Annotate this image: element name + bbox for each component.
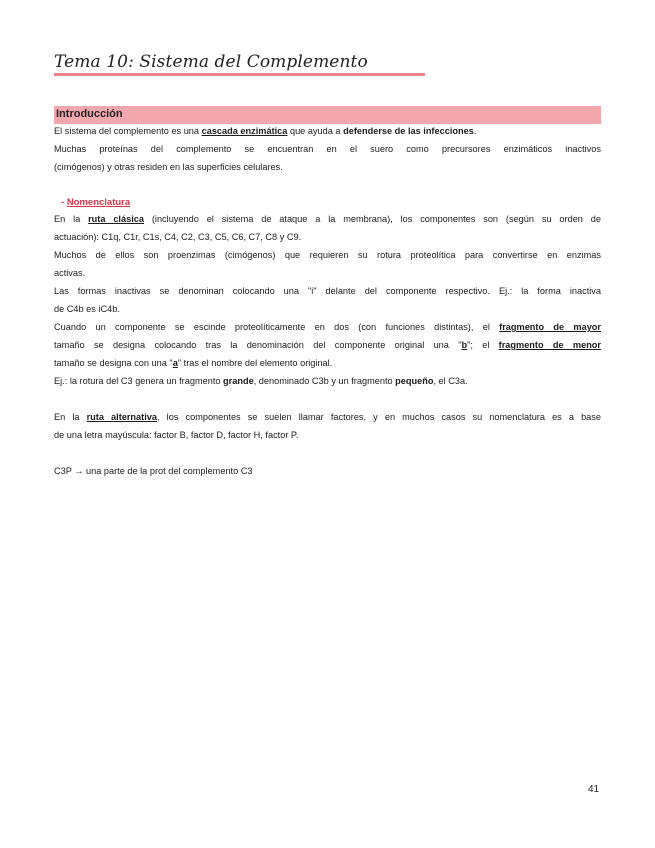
section-heading: Introducción [56, 108, 123, 120]
intro-paragraph-2-line-1: Muchas proteínas del complemento se encuentran en el suero como precursores enzimáticos inactivos [54, 144, 601, 154]
text: tamaño se designa con una " [54, 358, 173, 368]
term-ruta-alternativa: ruta alternativa [86, 412, 157, 422]
term-fragmento-menor: fragmento de menor [498, 340, 601, 350]
nomenclatura-line-4: activas. [54, 268, 86, 278]
alternativa-line-2: de una letra mayúscula: factor B, factor D, factor H, factor P. [54, 430, 299, 440]
nomenclatura-line-6: de C4b es iC4b. [54, 304, 120, 314]
text: , el C3a. [433, 376, 468, 386]
term-ruta-clasica: ruta clásica [88, 214, 144, 224]
nomenclatura-line-3: Muchos de ellos son proenzimas (cimógenos) que requieren su rotura proteolítica para convertirse en enzimas [54, 250, 601, 260]
page-title: Tema 10: Sistema del Complemento [54, 52, 368, 72]
text: En la [54, 214, 89, 224]
text: En la [54, 412, 87, 422]
term-fragmento-mayor: fragmento de mayor [499, 322, 601, 332]
nomenclatura-line-1 [54, 210, 601, 228]
letter-a: a [172, 358, 178, 368]
text: " tras el nombre del elemento original. [177, 358, 333, 368]
page-number: 41 [588, 784, 600, 795]
alternativa-line-1 [54, 408, 601, 426]
intro-text: . [473, 126, 477, 136]
intro-text: El sistema del complemento es una [54, 126, 202, 136]
text: "; el [467, 340, 499, 350]
text: Cuando un componente se escinde proteolíticamente en dos (con funciones distintas), el [54, 322, 500, 332]
subsection-label: Nomenclatura [66, 197, 131, 208]
nomenclatura-line-8 [54, 336, 601, 354]
text: (incluyendo el sistema de ataque a la membrana), los componentes son (según su orden de [143, 214, 601, 224]
text: tamaño se designa colocando tras la denominación del componente original una " [54, 340, 462, 350]
letter-b: b [461, 340, 468, 350]
nomenclatura-line-2: actuación): C1q, C1r, C1s, C4, C2, C3, C5, C6, C7, C8 y C9. [54, 232, 302, 242]
text: , los componentes se suelen llamar factores, y en muchos casos su nomenclatura es a base [157, 412, 601, 422]
bold-defenderse: defenderse de las infecciones [343, 126, 474, 136]
bold-grande: grande [223, 376, 254, 386]
nomenclatura-line-9 [54, 354, 601, 372]
title-underline [54, 73, 425, 76]
bold-pequeno: pequeño [395, 376, 434, 386]
term-cascada-enzimatica: cascada enzimática [201, 126, 288, 136]
intro-paragraph-1 [54, 122, 601, 140]
intro-text: que ayuda a [287, 126, 344, 136]
text: Ej.: la rotura del C3 genera un fragmento [54, 376, 224, 386]
note-c3p: C3P → una parte de la prot del complemento C3 [54, 466, 253, 476]
subsection-dash: - [61, 197, 67, 208]
nomenclatura-line-10 [54, 372, 601, 390]
subsection-nomenclatura [61, 196, 130, 210]
intro-paragraph-2-line-2: (cimógenos) y otras residen en las superficies celulares. [54, 162, 283, 172]
nomenclatura-line-7 [54, 318, 601, 336]
text: , denominado C3b y un fragmento [253, 376, 396, 386]
nomenclatura-line-5: Las formas inactivas se denominan colocando una "i" delante del componente respectivo. Ej.: la forma inactiva [54, 286, 601, 296]
